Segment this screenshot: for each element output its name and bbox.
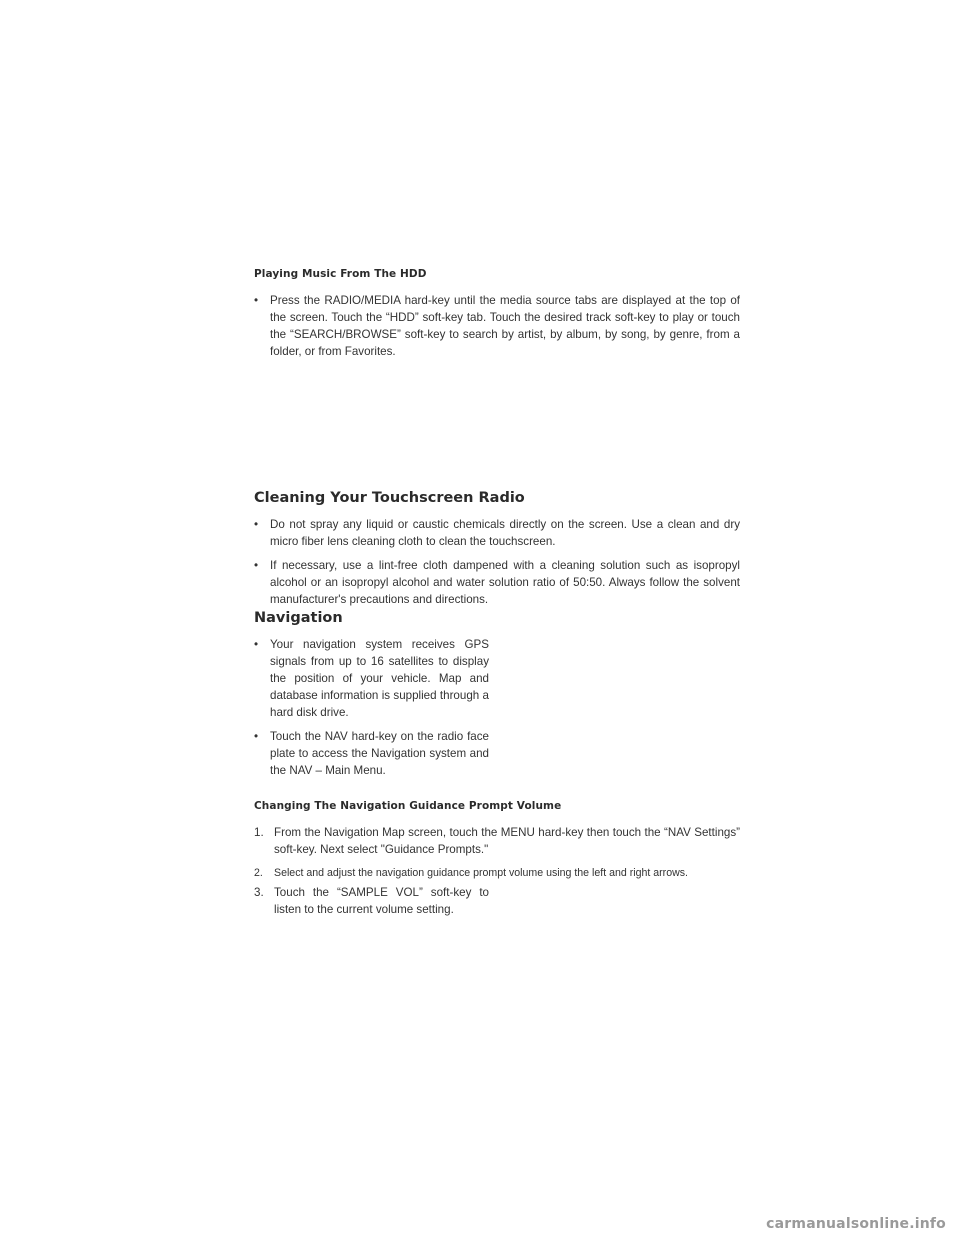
- hdd-heading: Playing Music From The HDD: [254, 268, 427, 280]
- list-item-text: If necessary, use a lint-free cloth dampened with a cleaning solution such as isopropyl alcohol or an isopropyl alcohol and water solution ratio of 50:50. Always follow the solvent manufacturer's precautions and directions.: [270, 559, 740, 606]
- navigation-bullet-list: [254, 636, 489, 786]
- list-item: [254, 884, 489, 918]
- list-item-text: Press the RADIO/MEDIA hard-key until the media source tabs are displayed at the top of the screen. Touch the “HDD” soft-key tab. Touch the desired track soft-key to play or touch the “SEARCH/BROWSE” soft-key to search by artist, by album, by song, by genre, from a folder, or from Favorites.: [270, 294, 740, 358]
- list-item-text: Select and adjust the navigation guidance prompt volume using the left and right arrows.: [274, 867, 688, 879]
- list-item: [254, 292, 740, 360]
- list-item-text: Your navigation system receives GPS signals from up to 16 satellites to display the position of your vehicle. Map and database information is supplied through a hard disk drive.: [270, 638, 489, 719]
- list-item-text: Touch the NAV hard-key on the radio face plate to access the Navigation system and the NAV – Main Menu.: [270, 730, 489, 777]
- list-item: [254, 824, 740, 858]
- cleaning-bullet-list: [254, 516, 740, 615]
- list-item: [254, 636, 489, 721]
- bullet-marker: •: [254, 638, 259, 651]
- list-item-text: Touch the “SAMPLE VOL” soft-key to listen to the current volume setting.: [274, 886, 489, 916]
- list-item-text: Do not spray any liquid or caustic chemicals directly on the screen. Use a clean and dry micro fiber lens cleaning cloth to clean the touchscreen.: [270, 518, 740, 548]
- guidance-steps: [254, 824, 740, 889]
- cleaning-heading: Cleaning Your Touchscreen Radio: [254, 490, 525, 506]
- step-number: 2.: [254, 867, 263, 879]
- bullet-marker: •: [254, 730, 259, 743]
- list-item: [254, 557, 740, 608]
- list-item: [254, 516, 740, 550]
- step-number: 3.: [254, 886, 264, 899]
- list-item: [254, 865, 740, 882]
- bullet-marker: •: [254, 559, 259, 572]
- step-number: 1.: [254, 826, 264, 839]
- bullet-marker: •: [254, 294, 259, 307]
- guidance-heading: Changing The Navigation Guidance Prompt Volume: [254, 800, 562, 812]
- bullet-marker: •: [254, 518, 259, 531]
- hdd-bullet-list: [254, 292, 740, 367]
- guidance-steps-narrow: [254, 884, 489, 925]
- list-item: [254, 728, 489, 779]
- navigation-heading: Navigation: [254, 610, 343, 626]
- list-item-text: From the Navigation Map screen, touch the MENU hard-key then touch the “NAV Settings” soft-key. Next select "Guidance Prompts.": [274, 826, 740, 856]
- watermark: carmanualsonline.info: [766, 1216, 946, 1232]
